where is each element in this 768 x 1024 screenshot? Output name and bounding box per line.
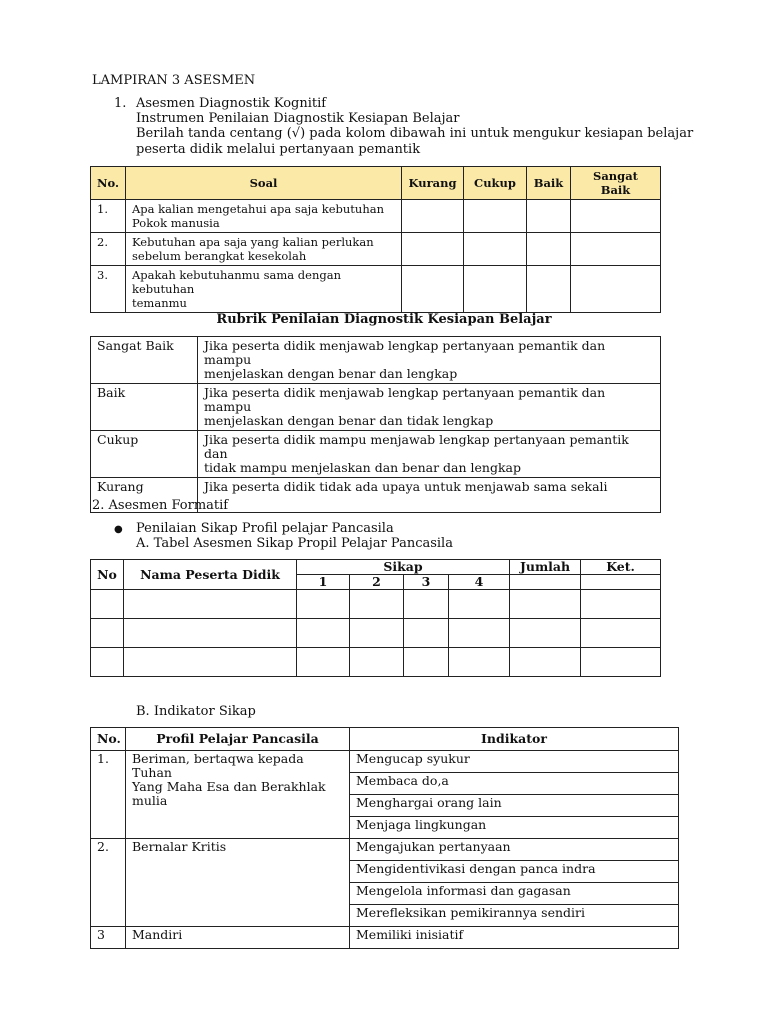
row-no: 3. <box>91 266 126 313</box>
indicator-item: Menghargai orang lain <box>350 795 679 817</box>
question-line: temanmu <box>132 296 187 310</box>
cell[interactable] <box>581 648 661 677</box>
rubric-description <box>198 337 661 384</box>
sikap-sub-3: 3 <box>404 575 449 590</box>
sikap-sub-2: 2 <box>350 575 404 590</box>
description-line: tidak mampu menjelaskan dan benar dan lengkap <box>204 460 521 475</box>
cell[interactable] <box>581 590 661 619</box>
check-cell-baik[interactable] <box>527 266 571 313</box>
table-row <box>91 619 661 648</box>
question-line: sebelum berangkat kesekolah <box>132 249 307 263</box>
cell[interactable] <box>581 619 661 648</box>
group-profil <box>126 839 350 927</box>
profil-line: Beriman, bertaqwa kepada Tuhan <box>132 751 304 780</box>
header-ket: Ket. <box>581 560 661 575</box>
table-row <box>91 200 661 233</box>
question-line: Pokok manusia <box>132 216 220 230</box>
header-sikap: Sikap <box>297 560 510 575</box>
check-cell-sangat-baik[interactable] <box>571 200 661 233</box>
row-no: 2. <box>91 233 126 266</box>
cell[interactable] <box>510 590 581 619</box>
header-sangat-baik: Sangat Baik <box>571 167 661 200</box>
header-kurang: Kurang <box>402 167 464 200</box>
check-cell-baik[interactable] <box>527 233 571 266</box>
bullet-icon: ● <box>114 524 123 535</box>
description-line: Jika peserta didik mampu menjawab lengkap pertanyaan pemantik dan <box>204 432 629 461</box>
cell[interactable] <box>297 648 350 677</box>
cell[interactable] <box>404 648 449 677</box>
indicator-item: Memiliki inisiatif <box>350 927 679 949</box>
attitude-indicator-table <box>90 727 679 949</box>
profil-line: Bernalar Kritis <box>132 839 227 854</box>
indicator-item: Menjaga lingkungan <box>350 817 679 839</box>
sikap-sub-4: 4 <box>449 575 510 590</box>
indicator-item: Mengajukan pertanyaan <box>350 839 679 861</box>
sikap-sub-1: 1 <box>297 575 350 590</box>
section1-instruction-line2: peserta didik melalui pertanyaan pemantik <box>136 142 421 157</box>
row-question <box>126 200 402 233</box>
section1-subtitle: Instrumen Penilaian Diagnostik Kesiapan Belajar <box>136 111 460 126</box>
cell[interactable] <box>404 619 449 648</box>
cell[interactable] <box>124 648 297 677</box>
rubric-level: Baik <box>91 384 198 431</box>
question-line: Apakah kebutuhanmu sama dengan kebutuhan <box>132 268 341 296</box>
diagnostic-table-header <box>91 167 661 200</box>
group-no: 2. <box>91 839 126 927</box>
table-row <box>91 266 661 313</box>
section1-number: 1. <box>114 96 127 111</box>
cell[interactable] <box>297 619 350 648</box>
section2-subsection-b: B. Indikator Sikap <box>136 704 256 719</box>
check-cell-sangat-baik[interactable] <box>571 233 661 266</box>
row-no: 1. <box>91 200 126 233</box>
indicator-item: Merefleksikan pemikirannya sendiri <box>350 905 679 927</box>
header-baik: Baik <box>527 167 571 200</box>
question-line: Apa kalian mengetahui apa saja kebutuhan <box>132 202 384 216</box>
cell[interactable] <box>91 619 124 648</box>
header-no: No. <box>91 167 126 200</box>
cell[interactable] <box>449 619 510 648</box>
rubric-level: Sangat Baik <box>91 337 198 384</box>
cell[interactable] <box>350 590 404 619</box>
header-cukup: Cukup <box>464 167 527 200</box>
description-line: Jika peserta didik tidak ada upaya untuk menjawab sama sekali <box>204 479 608 494</box>
jumlah-cell <box>510 575 581 590</box>
section2-bullet-text: Penilaian Sikap Profil pelajar Pancasila <box>136 521 394 536</box>
table-row <box>91 927 679 949</box>
row-question <box>126 266 402 313</box>
check-cell-cukup[interactable] <box>464 266 527 313</box>
row-question <box>126 233 402 266</box>
rubric-level: Cukup <box>91 431 198 478</box>
diagnostic-table <box>90 166 661 313</box>
check-cell-cukup[interactable] <box>464 200 527 233</box>
table-row <box>91 337 661 384</box>
table-row <box>91 839 679 861</box>
profil-line: Mandiri <box>132 927 183 942</box>
cell[interactable] <box>350 619 404 648</box>
header-indikator: Indikator <box>350 728 679 751</box>
table-row <box>91 590 661 619</box>
rubric-description <box>198 384 661 431</box>
profil-line: Yang Maha Esa dan Berakhlak <box>132 779 326 794</box>
group-no: 3 <box>91 927 126 949</box>
rubric-level: Kurang <box>91 478 198 513</box>
cell[interactable] <box>350 648 404 677</box>
attitude-table-header <box>91 560 661 575</box>
cell[interactable] <box>404 590 449 619</box>
rubric-title: Rubrik Penilaian Diagnostik Kesiapan Belajar <box>216 312 552 327</box>
header-jumlah: Jumlah <box>510 560 581 575</box>
group-profil <box>126 927 350 949</box>
description-line: Jika peserta didik menjawab lengkap pertanyaan pemantik dan mampu <box>204 385 606 414</box>
question-line: Kebutuhan apa saja yang kalian perlukan <box>132 235 374 249</box>
indicator-item: Mengucap syukur <box>350 751 679 773</box>
check-cell-cukup[interactable] <box>464 233 527 266</box>
section1-instruction-line1: Berilah tanda centang (√) pada kolom dibawah ini untuk mengukur kesiapan belajar <box>136 126 694 141</box>
indicator-item: Membaca do,a <box>350 773 679 795</box>
check-cell-kurang[interactable] <box>402 266 464 313</box>
rubric-description <box>198 478 661 513</box>
group-profil <box>126 751 350 839</box>
description-line: menjelaskan dengan benar dan tidak lengkap <box>204 413 494 428</box>
description-line: menjelaskan dengan benar dan lengkap <box>204 366 458 381</box>
indicator-item: Mengidentivikasi dengan panca indra <box>350 861 679 883</box>
rubric-table <box>90 336 661 513</box>
header-nama-peserta: Nama Peserta Didik <box>124 560 297 590</box>
table-row <box>91 233 661 266</box>
attitude-assessment-table <box>90 559 661 677</box>
cell[interactable] <box>297 590 350 619</box>
cell[interactable] <box>91 590 124 619</box>
check-cell-sangat-baik[interactable] <box>571 266 661 313</box>
table-row <box>91 648 661 677</box>
ket-cell <box>581 575 661 590</box>
cell[interactable] <box>510 619 581 648</box>
cell[interactable] <box>124 590 297 619</box>
cell[interactable] <box>91 648 124 677</box>
cell[interactable] <box>124 619 297 648</box>
indicator-table-header <box>91 728 679 751</box>
section1-title: Asesmen Diagnostik Kognitif <box>136 96 327 111</box>
description-line: Jika peserta didik menjawab lengkap pertanyaan pemantik dan mampu <box>204 338 606 367</box>
profil-line: mulia <box>132 793 168 808</box>
section2-subsection-a: A. Tabel Asesmen Sikap Propil Pelajar Pancasila <box>136 536 453 551</box>
check-cell-kurang[interactable] <box>402 233 464 266</box>
rubric-description <box>198 431 661 478</box>
header-profil: Profil Pelajar Pancasila <box>126 728 350 751</box>
header-soal: Soal <box>126 167 402 200</box>
table-row <box>91 751 679 773</box>
document-heading: LAMPIRAN 3 ASESMEN <box>92 73 256 88</box>
header-no: No. <box>91 728 126 751</box>
group-no: 1. <box>91 751 126 839</box>
check-cell-kurang[interactable] <box>402 200 464 233</box>
cell[interactable] <box>449 590 510 619</box>
check-cell-baik[interactable] <box>527 200 571 233</box>
cell[interactable] <box>510 648 581 677</box>
cell[interactable] <box>449 648 510 677</box>
table-row <box>91 384 661 431</box>
section2-title: 2. Asesmen Formatif <box>92 498 229 513</box>
header-no: No <box>91 560 124 590</box>
indicator-item: Mengelola informasi dan gagasan <box>350 883 679 905</box>
table-row <box>91 431 661 478</box>
